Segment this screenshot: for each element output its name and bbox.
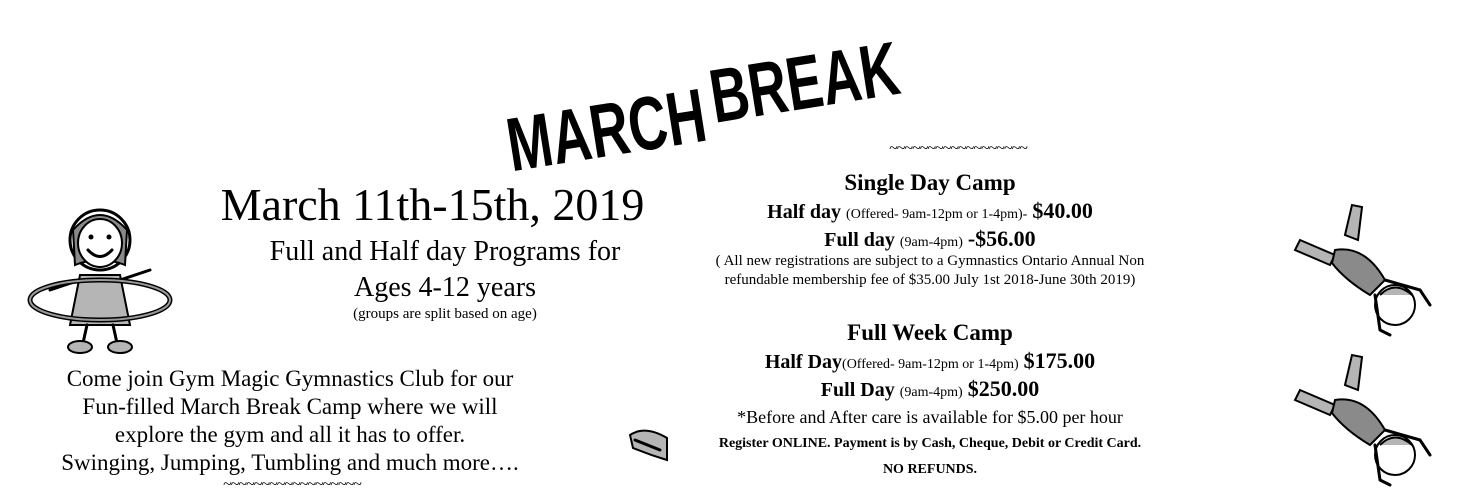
banner-art	[490, 12, 949, 189]
invite-paragraph	[30, 365, 550, 477]
divider-top: ~~~~~~~~~~~~~~~~~~	[889, 140, 1027, 157]
single-half-day-line	[680, 198, 1180, 224]
single-day-heading: Single Day Camp	[844, 170, 1016, 195]
week-half-price: $175.00	[1023, 348, 1096, 373]
week-full-label: Full Day	[820, 379, 895, 401]
single-full-label: Full day	[824, 229, 895, 251]
week-half-day-line	[680, 348, 1180, 374]
membership-line-1: ( All new registrations are subject to a Gymnastics Ontario Annual Non	[715, 253, 1145, 269]
single-half-price: $40.00	[1032, 198, 1093, 223]
groups-note: (groups are split based on age)	[353, 306, 537, 322]
partial-gymnast-clipart	[625, 420, 670, 465]
cartwheel-gymnast-clipart-bottom	[1290, 345, 1440, 490]
invite-line-4: Swinging, Jumping, Tumbling and much more….	[61, 450, 519, 475]
march-break-banner	[490, 12, 949, 189]
programs-line-1: Full and Half day Programs for	[269, 236, 621, 267]
full-week-heading: Full Week Camp	[847, 320, 1013, 345]
banner-word-break: BREAK	[704, 19, 949, 140]
membership-note	[680, 252, 1180, 290]
banner-word-march: MARCH	[501, 66, 757, 189]
invite-line-1: Come join Gym Magic Gymnastics Club for our	[66, 366, 514, 391]
care-note: *Before and After care is available for $5.00 per hour	[737, 407, 1123, 427]
single-half-label: Half day	[767, 201, 842, 223]
week-half-label: Half Day	[764, 351, 843, 373]
register-note: Register ONLINE. Payment is by Cash, Cheque, Debit or Credit Card.	[718, 436, 1142, 451]
single-half-detail: (Offered- 9am-12pm or 1-4pm)-	[846, 207, 1028, 222]
week-full-detail: (9am-4pm)	[899, 385, 963, 400]
week-half-detail: (Offered- 9am-12pm or 1-4pm)	[842, 357, 1019, 372]
single-full-day-line	[680, 226, 1180, 252]
single-full-detail: (9am-4pm)	[899, 235, 963, 250]
divider-bottom: ~~~~~~~~~~~~~~~~~~	[223, 476, 361, 493]
hula-hoop-girl-clipart	[25, 195, 175, 360]
invite-line-2: Fun-filled March Break Camp where we will	[82, 394, 498, 419]
single-full-price: -$56.00	[967, 226, 1036, 251]
invite-line-3: explore the gym and all it has to offer.	[114, 422, 466, 447]
programs-line-2: Ages 4-12 years	[354, 272, 536, 303]
refund-note: NO REFUNDS.	[882, 462, 978, 477]
event-dates: March 11th-15th, 2019	[220, 179, 645, 230]
cartwheel-gymnast-clipart-top	[1290, 195, 1440, 340]
programs-info	[245, 234, 645, 306]
week-full-day-line	[680, 376, 1180, 402]
week-full-price: $250.00	[967, 376, 1040, 401]
membership-line-2: refundable membership fee of $35.00 July 1st 2018-June 30th 2019)	[724, 272, 1136, 288]
